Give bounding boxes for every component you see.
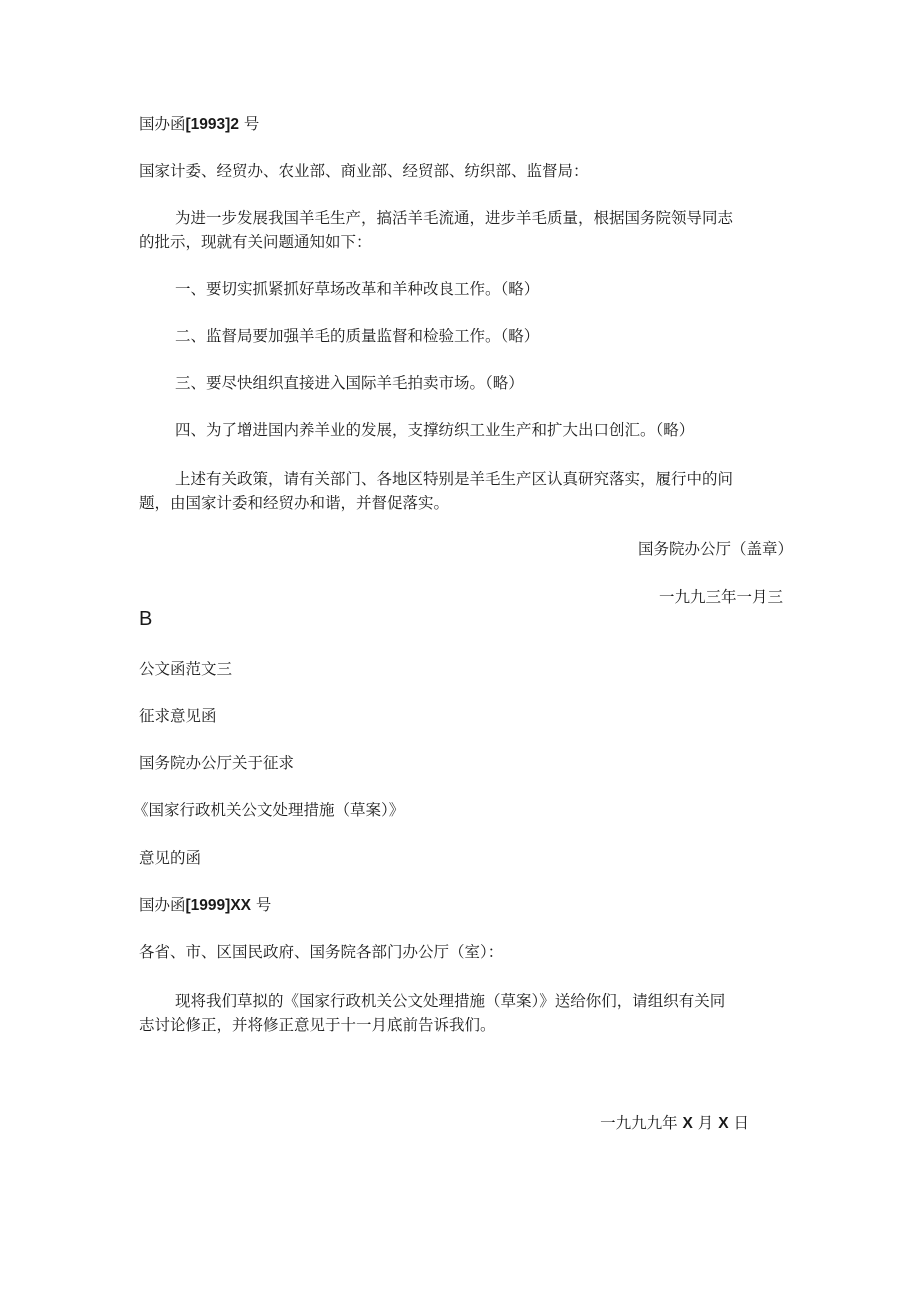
doc2-date-month-label: 月 (692, 1114, 719, 1132)
doc2-number (139, 894, 271, 917)
doc1-number-prefix: 国办函 (139, 115, 186, 133)
doc1-intro-line1: 为进一步发展我国羊毛生产，搞活羊毛流通，进步羊毛质量，根据国务院领导同志 (175, 209, 734, 227)
doc2-number-prefix: 国办函 (139, 896, 186, 914)
doc2-type: 征求意见函 (139, 707, 217, 725)
doc1-item-3: 三、要尽快组织直接进入国际羊毛拍卖市场。（略） (175, 374, 524, 392)
doc2-date-day-x: X (718, 1115, 729, 1132)
doc1-date: 一九九三年一月三 (658, 588, 783, 606)
doc2-date-month-x: X (682, 1115, 693, 1132)
doc1-closing-line1: 上述有关政策，请有关部门、各地区特别是羊毛生产区认真研究落实，履行中的问 (175, 470, 734, 488)
section-marker: B (139, 608, 153, 630)
doc1-closing (139, 467, 789, 515)
doc2-date (600, 1112, 749, 1135)
doc2-title-line2: 《国家行政机关公文处理措施（草案）》 (133, 801, 405, 819)
doc2-date-day-label: 日 (728, 1114, 749, 1132)
doc2-number-code: [1999]XX (185, 897, 251, 914)
doc1-item-1: 一、要切实抓紧抓好草场改革和羊种改良工作。（略） (175, 280, 540, 298)
doc2-body-line1: 现将我们草拟的《国家行政机关公文处理措施（草案）》送给你们，请组织有关同 (175, 992, 726, 1010)
doc2-label: 公文函范文三 (139, 660, 233, 678)
doc2-body-line2: 志讨论修正，并将修正意见于十一月底前告诉我们。 (139, 1016, 496, 1034)
doc1-number-code: [1993]2 (185, 116, 239, 133)
doc1-recipients: 国家计委、经贸办、农业部、商业部、经贸部、纺织部、监督局： (139, 162, 589, 180)
doc2-date-year: 一九九九年 (600, 1114, 683, 1132)
doc1-item-2: 二、监督局要加强羊毛的质量监督和检验工作。（略） (175, 327, 540, 345)
doc1-intro (139, 206, 789, 254)
doc2-recipients: 各省、市、区国民政府、国务院各部门办公厅（室）： (139, 943, 504, 961)
doc2-number-suffix: 号 (251, 896, 272, 914)
doc1-signature: 国务院办公厅（盖章） (637, 540, 793, 558)
doc2-title-line1: 国务院办公厅关于征求 (139, 754, 295, 772)
doc1-number (139, 113, 259, 136)
doc2-title-line3: 意见的函 (139, 849, 202, 867)
doc1-number-suffix: 号 (238, 115, 260, 133)
doc2-body (139, 989, 789, 1037)
doc1-item-4: 四、为了增进国内养羊业的发展，支撑纺织工业生产和扩大出口创汇。（略） (175, 421, 695, 439)
doc1-closing-line2: 题，由国家计委和经贸办和谐，并督促落实。 (139, 494, 450, 512)
doc1-intro-line2: 的批示，现就有关问题通知如下： (139, 233, 372, 251)
